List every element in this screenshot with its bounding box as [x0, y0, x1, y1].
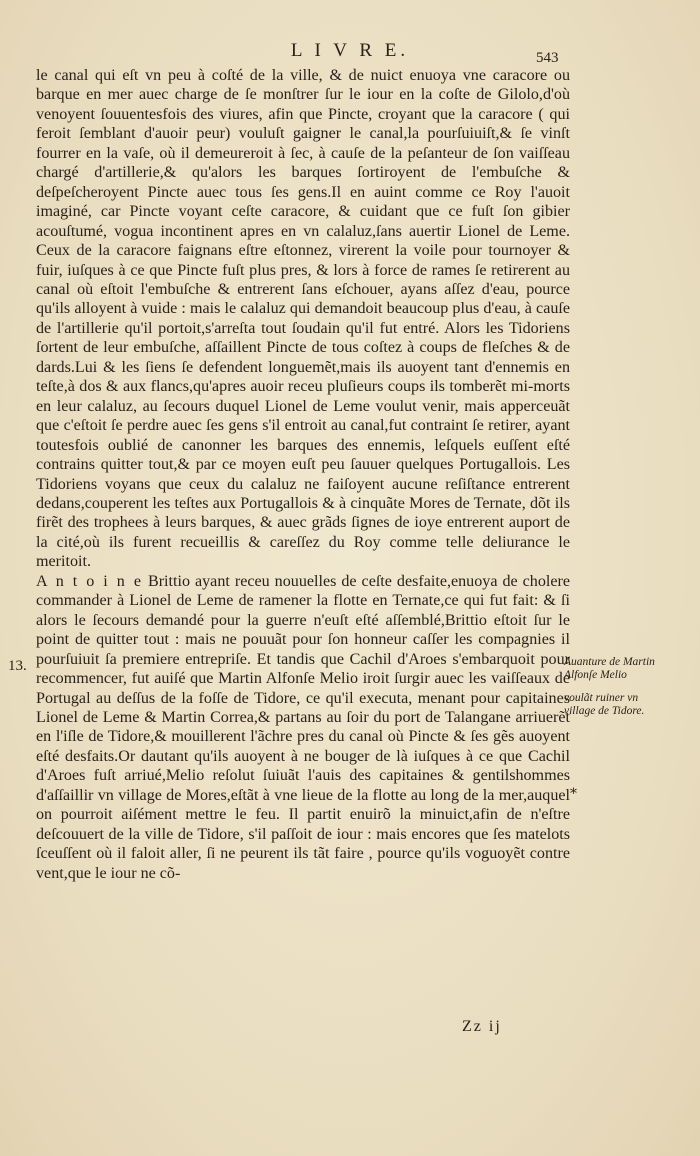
margin-note-2: voulãt ruiner vn village de Tidore. — [564, 692, 645, 717]
paragraph-1: le canal qui eſt vn peu à coſté de la ville, & de nuict enuoya vne caracore ou barque en mer auec charge de ſe monſtrer ſur le iour en la coſte de Gilolo,d'où venoyent ſouuentesfois des viures, afin que Pincte, croyant que la caracore ( qui feroit ſemblant d'auoir peur) vouluſt gaigner le canal,la pourſuiuiſt,& ſe vinſt fourrer en la vaſe, où il demeureroit à ſec, à cauſe de la peſanteur de ſon vaiſſeau chargé d'artillerie,& qu'alors les barques ſortiroyent de l'embuſche & deſpeſcheroyent Pincte auec tous ſes gens.Il en auint comme ce Roy l'auoit imaginé, car Pincte voyant ceſte caracore, & cuidant que ce fuſt ſon gibier acouſtumé, vogua incontinent apres en vn calaluz,ſans auertir Lionel de Leme. Ceux de la caracore faignans eſtre eſtonnez, virerent la voile pour tournoyer & fuir, iuſques à ce que Pincte fuſt plus pres, & lors à force de rames ſe retirerent au canal où eſtoit l'embuſche & entrerent ſans eſchouer, ayans aſſez d'eau, pource qu'ils alloyent à vuide : mais le calaluz qui demandoit beaucoup plus d'eau, à cauſe de l'artillerie qu'il portoit,s'arreſta tout ſoudain qu'il fut entré. Alors les Tidoriens ſortent de leur embuſche, aſſaillent Pincte de tous coſtez à coups de fleſches & de dards.Lui & les ſiens ſe defendent longuemẽt,mais ils auoyent tant d'ennemis en teſte,à dos & aux flancs,qu'apres auoir receu pluſieurs coups ils tomberẽt mi-morts en leur calaluz, au ſecours duquel Lionel de Leme voulut venir, mais apperceuãt que c'eſtoit ſe perdre auec ſes gens s'il entroit au canal,fut contraint ſe retirer, ayant toutesfois oublié de canonner les barques des ennemis, leſquels euſſent eſté contrains quitter tout,& par ce moyen euſt peu ſauuer quelques Portugallois. Les Tidoriens voyans que ceux du calaluz ne faiſoyent aucune reſiſtance entrerent dedans,couperent les teſtes aux Portugallois & à cinquãte Mores de Ternate, dõt ils firẽt des trophees à leurs barques, & auec grãds ſignes de ioye entrerent auport de la cité,où ils furent recueillis & careſſez du Roy comme telle deliurance le meritoit. — [36, 67, 570, 571]
page-number: 543 — [536, 50, 559, 66]
signature-mark: Zz ij — [462, 1018, 502, 1035]
running-head: L I V R E. — [290, 40, 410, 61]
paragraph-number: 13. — [8, 658, 27, 674]
paragraph-2 — [36, 572, 570, 883]
paragraph-2-text: Brittio ayant receu nouuelles de ceſte desfaite,enuoya de cholere commander à Lionel de Leme de ramener la flotte en Ternate,ce qui fut fait: & ſi alors le ſecours demandé pour la guerre n'euſt eſté aſſemblé,Brittio eſtoit ſur le point de quitter tout : mais ne pouuãt pour ſon honneur caſſer les compagnies il pourſuiuit ſa premiere entrepriſe. Et tandis que Cachil d'Aroes s'embarquoit pour recommencer, fut auiſé que Martin Alfonſe Melio iroit ſurgir auec les vaiſſeaux de Portugal au deſſus de la foſſe de Tidore, ce qu'il executa, menant pour capitaines Lionel de Leme & Martin Correa,& partans au ſoir du port de Talangane arriuerẽt en l'iſle de Tidore,& mouillerent l'ãchre pres du canal où Pincte & ſes gẽs auoyent eſté desfaits.Or dautant qu'ils auoyent à ne bouger de là iuſques à ce que Cachil d'Aroes fuſt arriué,Melio reſolut ſuiuãt l'auis des capitaines & gentilshommes d'aſſaillir vn village de Mores,eſtãt à vne lieue de la flotte au long de la mer,auquel on pourroit aiſément mettre le feu. Il partit enuirõ la minuict,afin de n'eſtre deſcouuert de la ville de Tidore, s'il paſſoit de iour : mais encores que ſes matelots ſceuſſent où il faloit aller, ſi ne peurent ils tãt faire , pource qu'ils voguoyẽt contre vent,que le iour ne cõ- — [36, 572, 571, 882]
paragraph-2-lead: A n t o i n e — [36, 572, 143, 590]
main-text-block — [36, 66, 570, 883]
margin-note-1: Auanture de Martin Alfonſe Melio — [564, 656, 655, 681]
margin-asterisk: * — [570, 786, 577, 802]
